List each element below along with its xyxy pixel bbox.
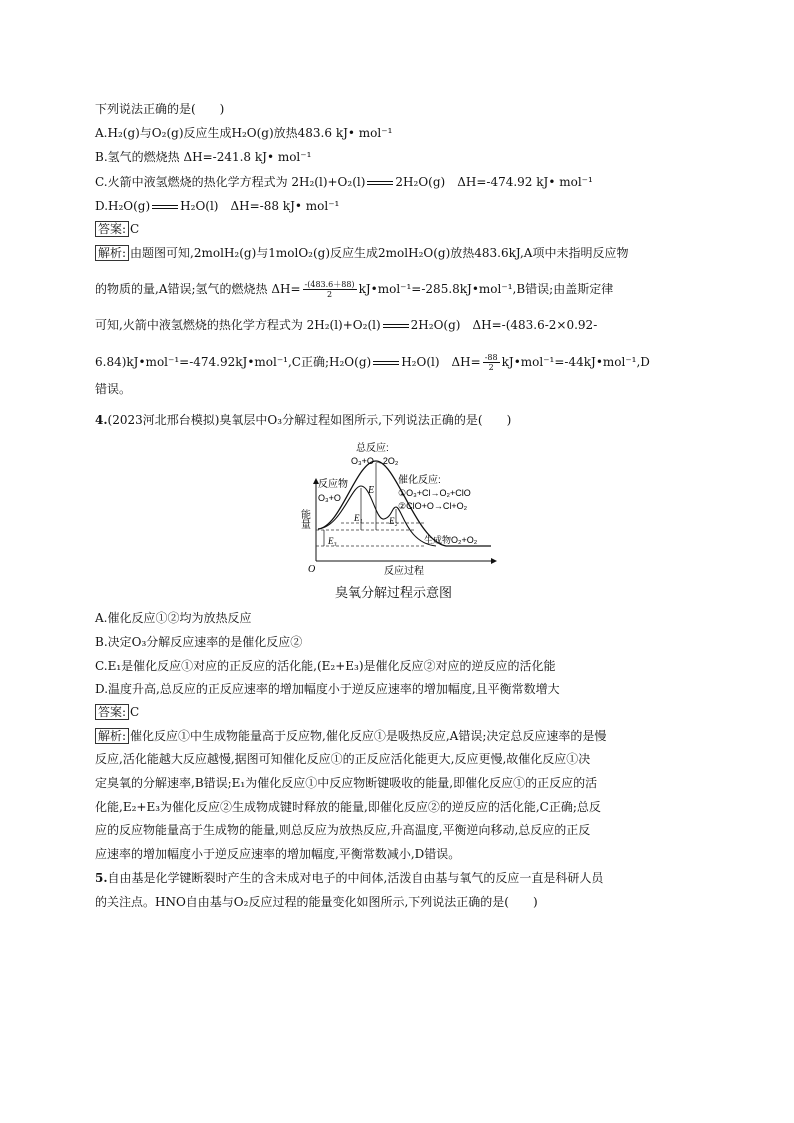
ozone-energy-diagram xyxy=(298,431,506,581)
catalytic-step-1: ①O₃+Cl→O₂+ClO xyxy=(398,488,471,498)
q4-analysis-line-5: 应的反应物能量高于生成物的能量,则总反应为放热反应,升高温度,平衡逆向移动,总反应的正反 xyxy=(95,823,591,837)
q3-option-d-left: D.H₂O(g) xyxy=(95,199,151,213)
q4-answer xyxy=(95,703,139,721)
q3-analysis-line-4 xyxy=(95,353,650,372)
analysis-text: 2H₂O(g) ΔH=-(483.6-2×0.92- xyxy=(410,318,598,332)
q4-option-c: C.E₁是催化反应①对应的正反应的活化能,(E₂+E₃)是催化反应②对应的逆反应的活化能 xyxy=(95,659,556,673)
figure-caption: 臭氧分解过程示意图 xyxy=(335,586,453,601)
q3-option-b: B.氢气的燃烧热 ΔH=-241.8 kJ• mol⁻¹ xyxy=(95,150,312,164)
q3-analysis-line-2 xyxy=(95,280,613,299)
q4-analysis-line-1 xyxy=(95,727,606,745)
q3-option-c-left: C.火箭中液氢燃烧的热化学方程式为 2H₂(l)+O₂(l) xyxy=(95,175,366,189)
q3-option-d xyxy=(95,197,339,215)
question-text: 自由基是化学键断裂时产生的含未成对电子的中间体,活泼自由基与氧气的反应一直是科研人员 xyxy=(107,871,604,885)
total-reaction-title: 总反应: xyxy=(356,443,389,454)
question-number: 5. xyxy=(95,871,108,885)
label-e3: E₃ xyxy=(328,536,337,546)
q3-option-a: A.H₂(g)与O₂(g)反应生成H₂O(g)放热483.6 kJ• mol⁻¹ xyxy=(95,126,393,140)
fraction-denominator: 2 xyxy=(327,290,333,299)
equation-arrow xyxy=(367,181,393,185)
origin-label: O xyxy=(308,564,316,575)
q4-analysis-line-3: 定臭氧的分解速率,B错误;E₁为催化反应①中反应物断键吸收的能量,即催化反应①的正反应的活 xyxy=(95,776,598,790)
equation-arrow xyxy=(383,324,409,328)
products-label: 生成物O₂+O₂ xyxy=(424,535,478,545)
label-e2: E₂ xyxy=(389,516,398,526)
reactants-formula: O₃+O xyxy=(318,493,341,503)
answer-value: C xyxy=(130,222,140,236)
fraction xyxy=(483,353,500,372)
label-e1: E₁ xyxy=(354,513,363,523)
catalytic-title: 催化反应: xyxy=(398,475,441,486)
q3-analysis-line-5: 错误。 xyxy=(95,382,132,396)
analysis-text: 可知,火箭中液氢燃烧的热化学方程式为 2H₂(l)+O₂(l) xyxy=(95,318,381,332)
fraction-denominator: 2 xyxy=(488,363,494,372)
equation-arrow xyxy=(373,361,399,365)
analysis-text: 由题图可知,2molH₂(g)与1molO₂(g)反应生成2molH₂O(g)放热483.6kJ,A项中未指明反应物 xyxy=(130,246,629,260)
q3-analysis-line-1 xyxy=(95,244,628,262)
question-number: 4. xyxy=(95,413,108,427)
q4-option-d: D.温度升高,总反应的正反应速率的增加幅度小于逆反应速率的增加幅度,且平衡常数增大 xyxy=(95,682,560,696)
analysis-text: 的物质的量,A错误;氢气的燃烧热 ΔH= xyxy=(95,282,301,296)
analysis-label: 解析: xyxy=(95,245,129,261)
catalytic-step-2: ②ClO+O→Cl+O₂ xyxy=(398,501,468,511)
analysis-text: 6.84)kJ•mol⁻¹=-474.92kJ•mol⁻¹,C正确;H₂O(g) xyxy=(95,355,372,369)
answer-label: 答案: xyxy=(95,221,129,237)
q4-option-b: B.决定O₃分解反应速率的是催化反应② xyxy=(95,635,303,649)
q4-stem xyxy=(95,411,511,429)
answer-value: C xyxy=(130,705,140,719)
equation-arrow xyxy=(152,205,178,209)
q3-analysis-line-3 xyxy=(95,316,597,334)
analysis-text: 催化反应①中生成物能量高于反应物,催化反应①是吸热反应,A错误;决定总反应速率的是慢 xyxy=(130,729,607,743)
y-axis-label: 能量 xyxy=(298,509,310,529)
q3-answer xyxy=(95,220,139,238)
analysis-text: H₂O(l) ΔH= xyxy=(401,355,481,369)
fraction-numerator: -(483.6＋88) xyxy=(304,280,355,289)
fraction xyxy=(303,280,357,299)
q4-analysis-line-6: 应速率的增加幅度小于逆反应速率的增加幅度,平衡常数减小,D错误。 xyxy=(95,847,461,861)
q5-stem-line-2: 的关注点。HNO自由基与O₂反应过程的能量变化如图所示,下列说法正确的是( ) xyxy=(95,895,538,909)
analysis-text: kJ•mol⁻¹=-44kJ•mol⁻¹,D xyxy=(501,355,650,369)
q3-option-c xyxy=(95,173,593,191)
q3-option-c-right: 2H₂O(g) ΔH=-474.92 kJ• mol⁻¹ xyxy=(395,175,593,189)
total-reaction-equation: O₃+O→2O₂ xyxy=(351,456,399,466)
q3-option-d-right: H₂O(l) ΔH=-88 kJ• mol⁻¹ xyxy=(180,199,340,213)
q4-analysis-line-2: 反应,活化能越大反应越慢,据图可知催化反应①的正反应活化能更大,反应更慢,故催化反应①决 xyxy=(95,752,591,766)
analysis-text: kJ•mol⁻¹=-285.8kJ•mol⁻¹,B错误;由盖斯定律 xyxy=(358,282,614,296)
label-e: E xyxy=(368,485,375,496)
q5-stem-line-1 xyxy=(95,869,603,887)
reactants-label: 反应物 xyxy=(318,479,348,490)
analysis-label: 解析: xyxy=(95,728,129,744)
answer-label: 答案: xyxy=(95,704,129,720)
q4-analysis-line-4: 化能,E₂+E₃为催化反应②生成物成键时释放的能量,即催化反应②的逆反应的活化能,C正确;总反 xyxy=(95,800,601,814)
q3-stem: 下列说法正确的是( ) xyxy=(95,102,225,116)
fraction-numerator: -88 xyxy=(484,353,498,362)
question-text: (2023河北邢台模拟)臭氧层中O₃分解过程如图所示,下列说法正确的是( ) xyxy=(107,413,512,427)
q4-option-a: A.催化反应①②均为放热反应 xyxy=(95,611,252,625)
x-axis-label: 反应过程 xyxy=(384,566,424,577)
